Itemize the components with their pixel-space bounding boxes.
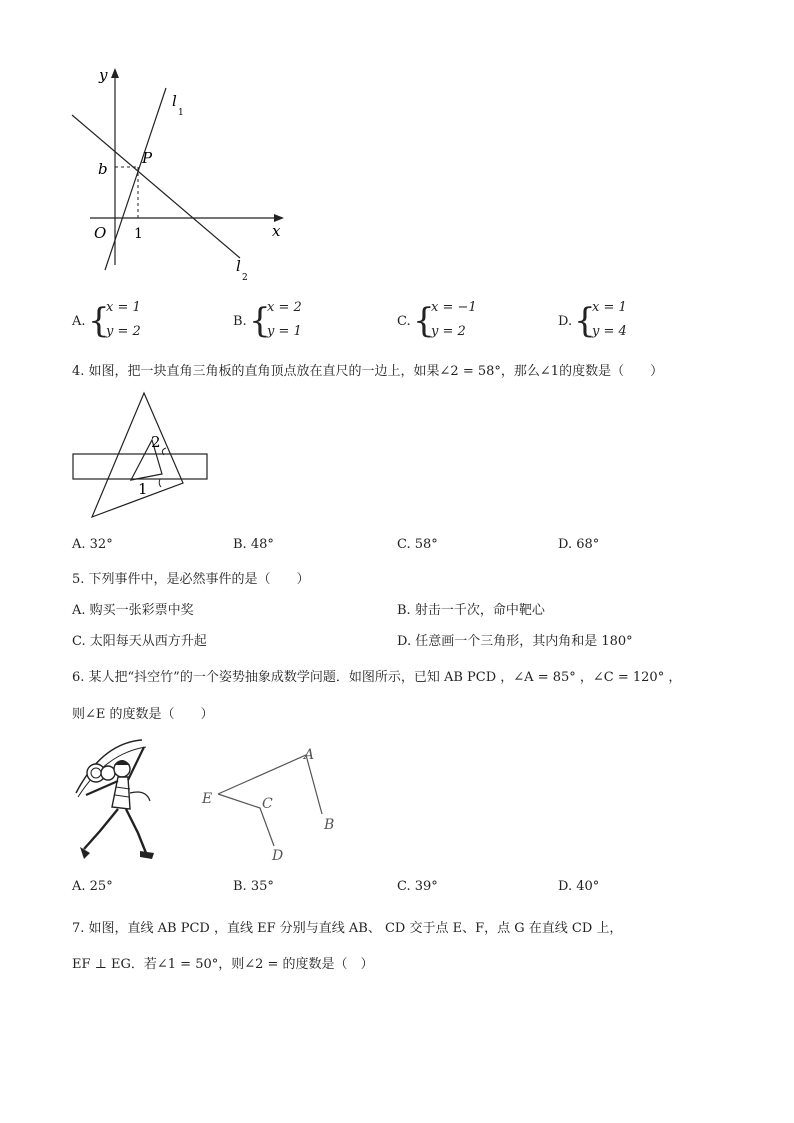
system-eq2: y = 2	[106, 324, 141, 339]
system-eq2: y = 1	[267, 324, 302, 339]
q6-option-d[interactable]: D. 40°	[558, 879, 600, 894]
label-1: 1	[138, 480, 148, 498]
angle-1-arc	[159, 479, 161, 487]
q6-option-b[interactable]: B. 35°	[233, 879, 274, 894]
q3-option-b[interactable]	[233, 300, 383, 344]
label-B: B	[324, 817, 335, 833]
q4-option-b[interactable]: B. 48°	[233, 537, 274, 552]
q4-option-d[interactable]: D. 68°	[558, 537, 600, 552]
option-letter: B.	[233, 314, 247, 329]
line-l1	[105, 88, 166, 270]
q5-option-b[interactable]: B. 射击一千次，命中靶心	[397, 603, 545, 618]
label-x: x	[272, 222, 281, 240]
y-axis-arrow	[111, 68, 119, 78]
option-letter: A.	[72, 314, 86, 329]
q5-option-c[interactable]: C. 太阳每天从西方升起	[72, 634, 207, 649]
outer-triangle	[92, 393, 183, 517]
label-b: b	[98, 160, 108, 178]
q3-option-a[interactable]	[72, 300, 222, 344]
diabolo-player-illustration	[72, 735, 162, 863]
system-eq1: x = 2	[267, 300, 302, 315]
q6-option-c[interactable]: C. 39°	[397, 879, 438, 894]
brace-icon: {	[413, 301, 435, 341]
brace-icon: {	[574, 301, 596, 341]
label-D: D	[272, 848, 284, 864]
angle-figure-ABCDE	[198, 742, 348, 870]
label-l2: l	[236, 257, 241, 275]
system-eq1: x = 1	[592, 300, 627, 315]
q5-question-text: 5. 下列事件中，是必然事件的是（ ）	[72, 572, 310, 587]
label-O: O	[94, 224, 107, 242]
linear-functions-graph	[60, 60, 300, 290]
q7-question-line2: EF ⊥ EG．若∠1 = 50°，则∠2 = 的度数是（ ）	[72, 957, 374, 972]
label-l1: l	[172, 92, 177, 110]
q5-option-a[interactable]: A. 购买一张彩票中奖	[72, 603, 194, 618]
q4-option-c[interactable]: C. 58°	[397, 537, 438, 552]
q6-question-line1: 6. 某人把“抖空竹”的一个姿势抽象成数学问题．如图所示，已知 AB PCD ，∠A = 85° ，∠C = 120° ，	[72, 670, 682, 685]
brace-icon: {	[88, 301, 110, 341]
label-y: y	[99, 66, 108, 84]
option-letter: C.	[397, 314, 411, 329]
label-1: 1	[134, 226, 143, 242]
q6-option-a[interactable]: A. 25°	[72, 879, 113, 894]
q5-option-d[interactable]: D. 任意画一个三角形，其内角和是 180°	[397, 634, 633, 649]
q3-option-d[interactable]	[558, 300, 708, 344]
q7-question-line1: 7. 如图，直线 AB PCD ，直线 EF 分别与直线 AB、 CD 交于点 E、F，点 G 在直线 CD 上，	[72, 921, 623, 936]
label-l2-sub: 2	[242, 273, 248, 283]
triangle-ruler-figure	[68, 388, 213, 520]
x-axis-arrow	[274, 214, 284, 222]
label-l1-sub: 1	[178, 108, 184, 118]
q6-question-line2: 则∠E 的度数是（ ）	[72, 707, 214, 722]
label-2: 2	[151, 433, 161, 451]
system-eq1: x = −1	[431, 300, 477, 315]
q3-option-c[interactable]	[397, 300, 547, 344]
q4-question-text: 4. 如图，把一块直角三角板的直角顶点放在直尺的一边上，如果∠2 = 58°，那么∠1的度数是（ ）	[72, 364, 664, 379]
q4-option-a[interactable]: A. 32°	[72, 537, 113, 552]
system-eq2: y = 2	[431, 324, 466, 339]
label-E: E	[202, 791, 213, 807]
label-C: C	[262, 796, 273, 812]
option-letter: D.	[558, 314, 573, 329]
label-A: A	[304, 747, 315, 763]
brace-icon: {	[249, 301, 271, 341]
label-P: P	[142, 149, 153, 167]
system-eq2: y = 4	[592, 324, 627, 339]
ruler	[73, 454, 207, 479]
system-eq1: x = 1	[106, 300, 141, 315]
